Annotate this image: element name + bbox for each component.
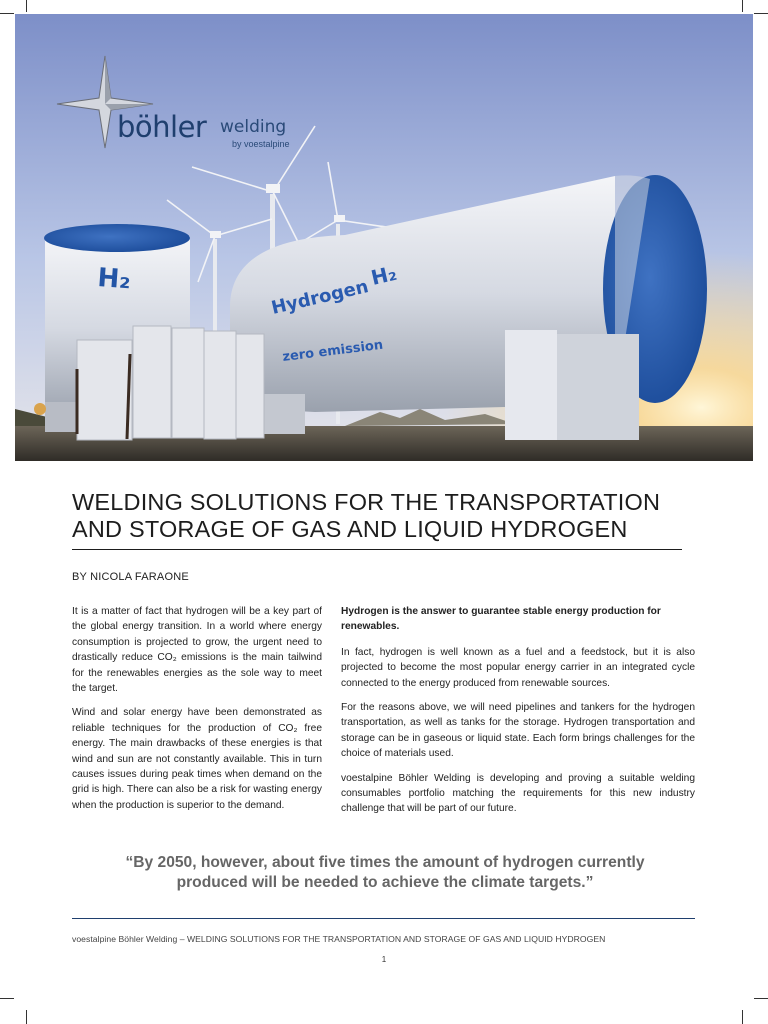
tank-label-zero-emission: zero emission: [281, 337, 384, 365]
article-byline: BY NICOLA FARAONE: [72, 571, 189, 583]
page-number: 1: [381, 955, 387, 964]
logo-subtitle: welding: [220, 117, 287, 137]
body-paragraph: Wind and solar energy have been demonstrated as reliable techniques for the production of CO₂ free energy. The main drawbacks of these energies is that wind and sun are not constantly available. This in turn causes issues during peak times when demand on the grid is high. There can also be a risk for wasting energy when the production is superior to the demand.: [72, 707, 322, 811]
article-column-left: [72, 604, 322, 822]
body-paragraph: In fact, hydrogen is well known as a fuel and a feedstock, but it is also projected to become the most popular energy carrier in an integrated cycle connected to the energy produced from renewable sources.: [341, 646, 695, 689]
crop-mark: [754, 998, 768, 999]
crop-mark: [0, 13, 14, 14]
tank-label-hydrogen: Hydrogen: [269, 276, 371, 319]
body-paragraph: voestalpine Böhler Welding is developing and proving a suitable welding consumables portfolio matching the requirements for this new industry challenge that will be part of our future.: [341, 772, 695, 815]
crop-mark: [754, 13, 768, 14]
hero-image: [15, 14, 753, 461]
footer-divider: [72, 918, 695, 919]
logo-byline: by voestalpine: [232, 139, 290, 149]
body-paragraph: It is a matter of fact that hydrogen will be a key part of the global energy transition. In a world where energy consumption is projected to grow, the urgent need to drastically reduce CO₂ emissions is the main tailwind for the renewables energies as the sole way to meet the target.: [72, 606, 322, 695]
crop-mark: [26, 1010, 27, 1024]
tank-labels: [15, 14, 753, 461]
crop-mark: [0, 998, 14, 999]
tank-label-small-h2: H₂: [96, 263, 132, 296]
tank-label-h2: H₂: [368, 260, 399, 290]
pull-quote: “By 2050, however, about five times the amount of hydrogen currently produced will be needed to achieve the climate targets.”: [125, 854, 645, 891]
body-paragraph: For the reasons above, we will need pipelines and tankers for the hydrogen transportation, as well as tanks for the storage. Hydrogen transportation and storage can be in gaseous or liquid state. Each form brings challenges for the choice of materials used.: [341, 702, 695, 760]
crop-mark: [26, 0, 27, 12]
lead-paragraph: Hydrogen is the answer to guarantee stable energy production for renewables.: [341, 606, 661, 633]
logo-wordmark: böhler: [117, 110, 207, 144]
crop-mark: [742, 0, 743, 12]
article-title: WELDING SOLUTIONS FOR THE TRANSPORTATION AND STORAGE OF GAS AND LIQUID HYDROGEN: [72, 489, 682, 550]
article-column-right: [341, 604, 695, 826]
footer-text: voestalpine Böhler Welding – WELDING SOLUTIONS FOR THE TRANSPORTATION AND STORAGE OF GAS AND LIQUID HYDROGEN: [72, 934, 606, 944]
crop-mark: [742, 1010, 743, 1024]
